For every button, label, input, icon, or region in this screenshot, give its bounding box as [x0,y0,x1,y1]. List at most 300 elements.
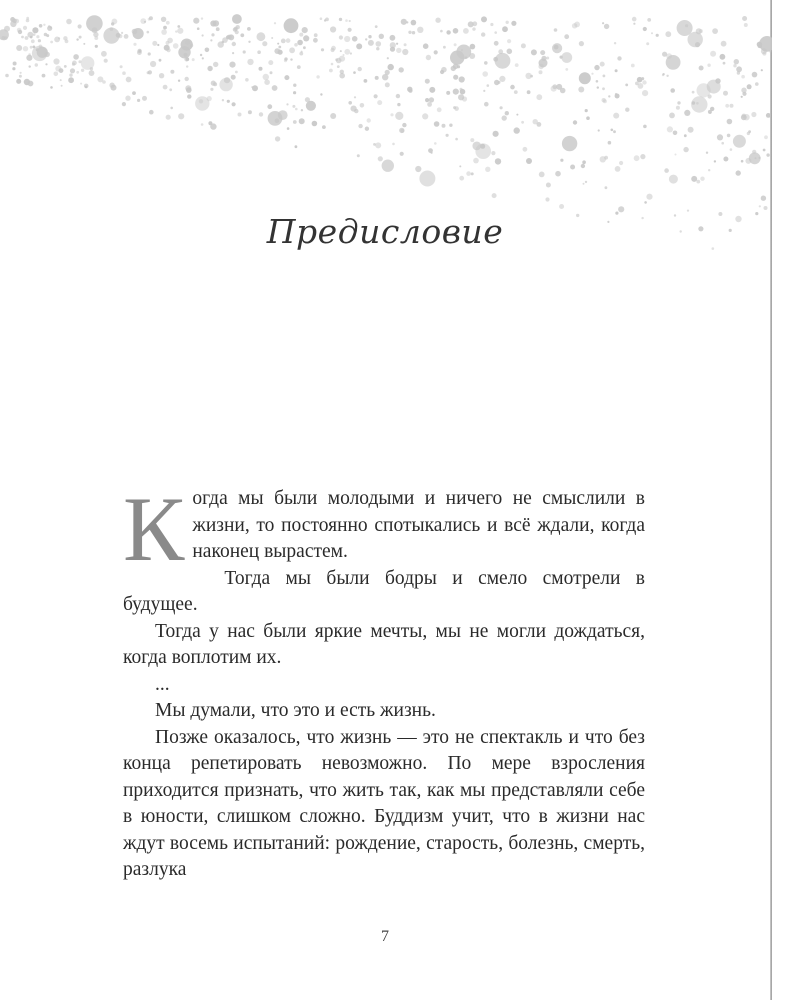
decorative-dot [683,147,688,152]
decorative-dot [533,119,538,124]
decorative-dot [290,58,292,60]
decorative-dot [482,71,488,77]
decorative-dot [232,102,236,106]
decorative-dot [646,42,649,45]
decorative-dot [73,54,79,60]
decorative-dot [495,53,511,69]
decorative-dot [23,46,28,51]
decorative-dot [252,85,258,91]
decorative-dot [16,45,22,51]
decorative-dot [248,41,250,43]
decorative-dot [600,62,605,67]
decorative-dot [500,106,503,109]
decorative-dot [551,86,557,92]
decorative-dot [429,97,434,102]
decorative-dot [186,65,188,67]
decorative-dot [434,142,437,145]
decorative-dot [365,38,367,40]
decorative-dot [297,40,303,46]
decorative-dot [18,30,22,34]
decorative-dot [61,85,63,87]
decorative-dot [345,19,348,22]
decorative-dot [727,119,733,125]
decorative-dot [72,63,75,66]
decorative-dot [400,152,404,156]
decorative-dot [213,62,218,67]
decorative-dot [677,101,680,104]
decorative-dot [64,65,67,68]
decorative-dot [378,156,383,161]
decorative-dot [368,40,374,46]
decorative-dot [68,77,74,83]
decorative-dot [720,54,726,60]
decorative-dot [126,77,132,83]
decorative-dot [521,43,526,48]
decorative-dot [25,36,29,40]
decorative-dot [428,148,433,153]
decorative-dot [437,107,442,112]
decorative-dot [472,27,475,30]
decorative-dot [70,68,75,73]
decorative-dot [723,62,726,65]
decorative-dot [749,152,761,164]
decorative-dot [390,35,396,41]
decorative-dot [207,66,212,71]
decorative-dot [435,18,440,23]
paragraph-ellipsis: ... [155,673,170,695]
decorative-dot [35,63,38,66]
decorative-dot [202,34,204,36]
decorative-dot [382,74,388,80]
decorative-dot [137,49,141,53]
decorative-dot [619,161,623,165]
decorative-dot [536,94,542,100]
decorative-dot [582,160,586,164]
decorative-dot [284,18,299,33]
decorative-dot [392,143,395,146]
decorative-dot [556,84,562,90]
decorative-dot [446,30,450,34]
decorative-dot [232,52,234,54]
decorative-dot [30,36,33,39]
decorative-dot [293,120,297,124]
decorative-dot [81,56,95,70]
decorative-dot [293,84,296,87]
decorative-dot [396,94,400,98]
decorative-dot [741,160,744,163]
decorative-dot [453,89,459,95]
decorative-dot [741,114,747,120]
decorative-dot [426,55,431,60]
decorative-dot [147,71,150,74]
decorative-dot [277,43,279,45]
decorative-dot [643,125,647,129]
decorative-dot [95,45,98,48]
decorative-dot [710,107,714,111]
decorative-dot [581,164,585,168]
decorative-dot [213,82,217,86]
decorative-dot [470,44,476,50]
decorative-dot [178,80,180,82]
decorative-dot [133,43,136,46]
decorative-dot [197,27,200,30]
decorative-dot [531,49,537,55]
decorative-dot [170,107,173,110]
decorative-dot [340,50,342,52]
decorative-dot [201,123,204,126]
decorative-dot [712,28,718,34]
decorative-dot [185,77,189,81]
decorative-dot [714,160,716,162]
decorative-dot [132,29,138,35]
decorative-dot [402,49,408,55]
decorative-dot [161,29,167,35]
decorative-dot [240,33,244,37]
decorative-dot [598,129,600,131]
decorative-dot [238,113,242,117]
decorative-dot [278,46,281,49]
decorative-dot [572,23,577,28]
decorative-dot [29,65,31,67]
decorative-dot [463,28,469,34]
decorative-dot [16,79,21,84]
decorative-dot [545,197,549,201]
decorative-dot [752,72,758,78]
decorative-dot [644,201,647,204]
decorative-dot [210,123,216,129]
decorative-dot [5,74,9,78]
decorative-dot [257,50,261,54]
decorative-dot [167,38,173,44]
decorative-dot [638,83,644,89]
decorative-dot [747,84,752,89]
decorative-dot [709,112,711,114]
decorative-dot [175,30,177,32]
decorative-dot [573,120,577,124]
decorative-dot [706,152,708,154]
decorative-dot [358,67,362,71]
decorative-dot [742,16,747,21]
decorative-dot [507,49,513,55]
decorative-dot [443,46,446,49]
decorative-dot [30,46,33,49]
decorative-dot [387,57,389,59]
decorative-dot [192,58,195,61]
decorative-dot [565,68,568,71]
decorative-dot [541,56,546,61]
decorative-dot [692,91,695,94]
decorative-dot [263,74,269,80]
decorative-dot [741,88,746,93]
decorative-dot [207,96,212,101]
decorative-dot [708,169,710,171]
decorative-dot [301,51,303,53]
decorative-dot [641,77,644,80]
decorative-dot [453,106,456,109]
paragraph-1-text: огда мы были молодыми и ничего не смыслили в жизни, то постоянно спотыкались и всё ждали, когда наконец вырастем. [192,488,645,562]
decorative-dot [343,54,345,56]
decorative-dot [762,52,766,56]
decorative-dot [97,76,103,82]
decorative-dot [766,153,769,156]
decorative-dot [415,166,421,172]
decorative-dot [257,32,266,41]
decorative-dot [50,41,53,44]
decorative-dot [329,69,333,73]
decorative-dot [177,28,183,34]
decorative-dot [446,91,450,95]
decorative-dot [495,158,501,164]
decorative-dot [459,165,461,167]
decorative-dot [368,35,371,38]
decorative-dot [484,102,489,107]
decorative-dot [377,100,382,105]
decorative-dot [232,42,236,46]
decorative-dot [454,43,457,46]
decorative-dot [390,42,396,48]
decorative-dot [407,87,412,92]
decorative-dot [493,131,499,137]
decorative-dot [761,69,763,71]
decorative-dot [116,33,121,38]
decorative-dot [404,43,407,46]
decorative-dot [494,31,497,34]
decorative-dot [427,102,432,107]
decorative-dot [259,112,263,116]
decorative-dot [164,45,170,51]
decorative-dot [525,73,531,79]
decorative-dot [667,126,673,132]
decorative-dot [603,75,606,78]
decorative-dot [526,158,532,164]
decorative-dot [662,74,664,76]
decorative-dot [142,96,147,101]
decorative-dot [633,23,635,25]
decorative-dot [651,32,653,34]
decorative-dot [725,104,729,108]
decorative-dot [583,183,585,185]
paragraph-3: Тогда у нас были яркие мечты, мы не могли дождаться, когда воплотим их. [123,620,645,668]
decorative-dot [506,21,509,24]
decorative-dot [425,79,430,84]
decorative-dot [264,79,270,85]
decorative-dot [173,43,179,49]
decorative-dot [527,90,531,94]
decorative-dot [560,159,563,162]
decorative-dot [419,171,435,187]
decorative-dot [348,28,352,32]
decorative-dot [19,75,22,78]
decorative-dot [169,88,172,91]
decorative-dot [462,96,467,101]
decorative-dot [521,121,524,124]
decorative-dot [78,60,81,63]
decorative-dot [43,24,45,26]
decorative-dot [446,134,449,137]
decorative-dot [400,129,404,133]
decorative-dot [124,34,129,39]
decorative-dot [555,171,561,177]
decorative-dot [406,21,408,23]
decorative-dot [305,97,310,102]
decorative-dot [453,75,458,80]
decorative-dot [688,127,694,133]
decorative-dot [733,64,736,67]
decorative-dot [210,39,212,41]
decorative-dot [268,111,283,126]
decorative-dot [211,33,214,36]
decorative-dot [730,148,733,151]
decorative-dot [122,71,126,75]
decorative-dot [120,65,123,68]
decorative-dot [721,41,727,47]
decorative-dot [434,121,440,127]
decorative-dot [491,151,495,155]
decorative-dot [375,76,379,80]
decorative-dot [303,35,309,41]
decorative-dot [665,31,671,37]
decorative-dot [83,43,85,45]
decorative-dot [396,48,401,53]
decorative-dot [339,35,343,39]
decorative-dot [166,115,171,120]
decorative-dot [227,100,230,103]
decorative-dot [625,84,628,87]
chapter-title: Предисловие [266,212,504,251]
decorative-dot [642,80,646,84]
decorative-dot [763,149,766,152]
decorative-dot [472,21,477,26]
decorative-dot [350,52,352,54]
decorative-dot [401,19,407,25]
decorative-dot [295,145,298,148]
decorative-dot [50,86,53,89]
decorative-dot [286,103,288,105]
decorative-dot [33,33,36,36]
decorative-dot [411,20,417,26]
decorative-dot [692,101,696,105]
decorative-dot [32,27,38,33]
decorative-dot [152,41,157,46]
decorative-dot [109,83,114,88]
decorative-dot [80,83,82,85]
decorative-dot [408,31,411,34]
decorative-dot [596,80,599,83]
decorative-dot [330,26,336,32]
decorative-dot [122,102,126,106]
decorative-dot [89,70,95,76]
decorative-dot [611,129,614,132]
decorative-dot [485,167,490,172]
decorative-dot [734,59,739,64]
decorative-dot [267,104,272,109]
decorative-dot [335,58,338,61]
decorative-dot [289,47,295,53]
decorative-dot [322,125,326,129]
decorative-dot [615,93,617,95]
decorative-dot [274,22,276,24]
decorative-dot [104,59,108,63]
decorative-dot [200,54,202,56]
decorative-dot [137,99,140,102]
decorative-dot [23,26,27,30]
decorative-dot [656,34,659,37]
decorative-dot [299,118,305,124]
decorative-dot [559,204,564,209]
decorative-dot [379,34,384,39]
decorative-dot [112,19,118,25]
decorative-dot [222,99,224,101]
page-number: 7 [381,928,389,945]
decorative-dot [344,49,350,55]
decorative-dot [402,123,406,127]
decorative-dot [604,156,608,160]
decorative-dot [193,18,199,24]
decorative-dot [85,86,88,89]
decorative-dot [210,88,213,91]
decorative-dot [58,37,60,39]
decorative-dot [144,21,146,23]
decorative-dot [560,56,563,59]
decorative-dot [382,160,394,172]
decorative-dot [688,32,703,47]
decorative-dot [440,30,443,33]
decorative-dot [284,75,289,80]
decorative-dot [132,91,136,95]
decorative-dot [570,165,575,170]
decorative-dot [157,44,159,46]
decorative-dot [605,186,608,189]
decorative-dot [459,176,464,181]
decorative-dot [585,181,587,183]
decorative-dot [466,171,471,176]
decorative-dot [54,72,59,77]
decorative-dot [374,94,378,98]
decorative-dot [390,113,393,116]
decorative-dot [546,183,551,188]
decorative-dot [81,69,84,72]
decorative-dot [602,98,606,102]
decorative-dot [564,34,569,39]
decorative-dot [710,51,716,57]
decorative-dot [727,134,731,138]
decorative-dot [585,109,588,112]
decorative-dot [494,41,499,46]
decorative-dot [178,113,184,119]
decorative-dot [36,35,39,38]
decorative-dot [502,115,507,120]
decorative-dot [69,73,72,76]
decorative-dot [353,71,356,74]
decorative-dot [471,172,474,175]
decorative-dot [76,38,78,40]
decorative-dot [376,47,379,50]
decorative-dot [216,27,220,31]
decorative-dot [539,70,543,74]
paragraph-first [123,478,645,580]
decorative-dot [235,71,238,74]
decorative-dot [344,36,350,42]
decorative-dot [399,67,404,72]
decorative-dot [459,76,465,82]
decorative-dot [301,109,303,111]
decorative-dot [331,48,335,52]
decorative-dot [492,193,497,198]
decorative-dot [259,67,263,71]
decorative-dot [294,43,298,47]
decorative-dot [205,48,210,53]
decorative-dot [229,62,235,68]
